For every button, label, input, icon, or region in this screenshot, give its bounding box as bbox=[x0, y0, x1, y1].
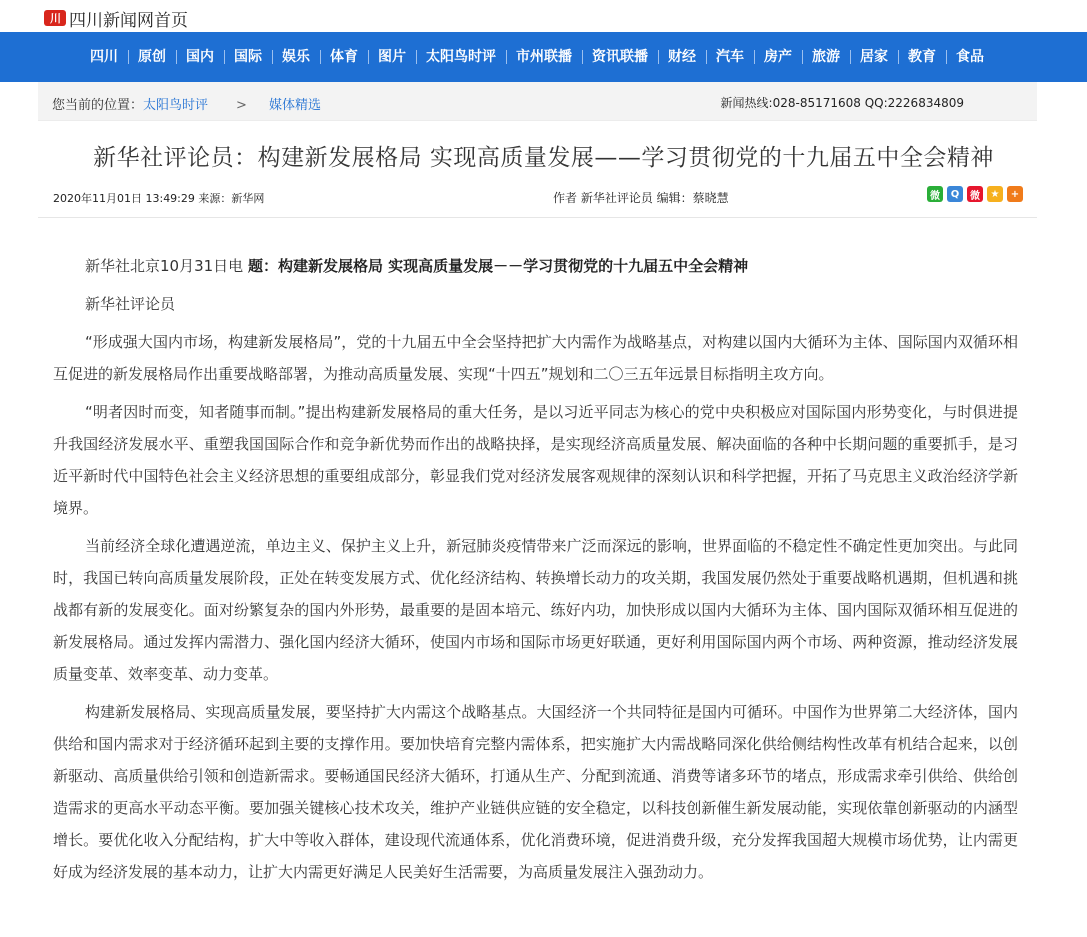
nav-item-7[interactable]: 太阳鸟时评 bbox=[416, 32, 506, 82]
nav-item-2[interactable]: 国内 bbox=[176, 32, 224, 82]
article-byline: 新华社评论员 bbox=[85, 295, 176, 313]
article-paragraph: 当前经济全球化遭遇逆流，单边主义、保护主义上升，新冠肺炎疫情带来广泛而深远的影响，世界面临的不稳定性不确定性更加突出。与此同时，我国已转向高质量发展阶段，正处在转变发展方式、优化经济结构、转换增长动力的攻关期，我国发展仍然处于重要战略机遇期，但机遇和挑战都有新的发展变化。面对纷繁复杂的国内外形势，最重要的是固本培元、练好内功，加快形成以国内大循环为主体、国内国际双循环相互促进的新发展格局。通过发挥内需潜力、强化国内经济大循环，使国内市场和国际市场更好联通，更好利用国际国内两个市场、两种资源，推动经济发展质量变革、效率变革、动力变革。 bbox=[53, 537, 1018, 683]
article-paragraph: 构建新发展格局、实现高质量发展，要坚持扩大内需这个战略基点。大国经济一个共同特征是国内可循环。中国作为世界第二大经济体，国内供给和国内需求对于经济循环起到主要的支撑作用。要加快培育完整内需体系，把实施扩大内需战略同深化供给侧结构性改革有机结合起来，以创新驱动、高质量供给引领和创造新需求。要畅通国民经济大循环，打通从生产、分配到流通、消费等诸多环节的堵点，形成需求牵引供给、供给创造需求的更高水平动态平衡。要加强关键核心技术攻关，维护产业链供应链的安全稳定，以科技创新催生新发展动能，实现依靠创新驱动的内涵型增长。要优化收入分配结构，扩大中等收入群体，建设现代流通体系，优化消费环境，促进消费升级，充分发挥我国超大规模市场优势，让内需更好成为经济发展的基本动力，让扩大内需更好满足人民美好生活需要，为高质量发展注入强劲动力。 bbox=[53, 703, 1018, 881]
nav-item-15[interactable]: 教育 bbox=[898, 32, 946, 82]
nav-item-6[interactable]: 图片 bbox=[368, 32, 416, 82]
article-paragraph: “明者因时而变，知者随事而制。”提出构建新发展格局的重大任务，是以习近平同志为核心的党中央积极应对国际国内形势变化，与时俱进提升我国经济发展水平、重塑我国国际合作和竞争新优势而作出的战略抉择，是实现经济高质量发展、解决面临的各种中长期问题的重要抓手，是习近平新时代中国特色社会主义经济思想的重要组成部分，彰显我们党对经济发展客观规律的深刻认识和科学把握，开拓了马克思主义政治经济学新境界。 bbox=[53, 403, 1018, 517]
more-share-icon[interactable]: + bbox=[1007, 186, 1023, 202]
article-body bbox=[53, 250, 1018, 894]
nav-item-0[interactable]: 四川 bbox=[90, 49, 118, 65]
breadcrumb-bar bbox=[38, 82, 1037, 121]
qzone-icon[interactable]: ★ bbox=[987, 186, 1003, 202]
weibo-icon[interactable]: 微 bbox=[967, 186, 983, 202]
breadcrumb-link-commentary[interactable]: 太阳鸟时评 bbox=[143, 98, 209, 113]
breadcrumb-separator: > bbox=[236, 98, 247, 113]
breadcrumb-link-media[interactable]: 媒体精选 bbox=[268, 98, 321, 113]
article-meta-author-editor: 作者 新华社评论员 编辑：蔡晓慧 bbox=[553, 191, 729, 205]
article-meta-date-source: 2020年11月01日 13:49:29 来源：新华网 bbox=[53, 192, 265, 205]
site-home-link[interactable] bbox=[44, 8, 188, 31]
article-lead bbox=[53, 250, 1018, 282]
article-title: 新华社评论员：构建新发展格局 实现高质量发展——学习贯彻党的十九届五中全会精神 bbox=[93, 145, 994, 171]
nav-item-1[interactable]: 原创 bbox=[128, 32, 176, 82]
top-bar bbox=[0, 0, 1087, 32]
wechat-icon[interactable]: 微 bbox=[927, 186, 943, 202]
nav-item-9[interactable]: 资讯联播 bbox=[582, 32, 658, 82]
main-nav bbox=[0, 32, 1087, 82]
nav-item-14[interactable]: 居家 bbox=[850, 32, 898, 82]
lead-prefix: 新华社北京10月31日电 bbox=[85, 257, 248, 275]
site-home-text: 四川新闻网首页 bbox=[69, 10, 188, 31]
nav-item-11[interactable]: 汽车 bbox=[706, 32, 754, 82]
nav-item-12[interactable]: 房产 bbox=[754, 32, 802, 82]
nav-item-3[interactable]: 国际 bbox=[224, 32, 272, 82]
site-logo-icon: 川 bbox=[44, 10, 66, 26]
header-divider bbox=[38, 217, 1037, 218]
nav-item-16[interactable]: 食品 bbox=[946, 32, 994, 82]
nav-item-4[interactable]: 娱乐 bbox=[272, 32, 320, 82]
nav-item-8[interactable]: 市州联播 bbox=[506, 32, 582, 82]
share-toolbar bbox=[927, 186, 1023, 202]
article-paragraph: “形成强大国内市场，构建新发展格局”，党的十九届五中全会坚持把扩大内需作为战略基点，对构建以国内大循环为主体、国际国内双循环相互促进的新发展格局作出重要战略部署，为推动高质量发展、实现“十四五”规划和二〇三五年远景目标指明主攻方向。 bbox=[53, 333, 1018, 383]
nav-item-10[interactable]: 财经 bbox=[658, 32, 706, 82]
news-hotline: 新闻热线:028-85171608 QQ:2226834809 bbox=[720, 96, 964, 110]
qq-icon[interactable]: Q bbox=[947, 186, 963, 202]
breadcrumb-prefix: 您当前的位置： bbox=[52, 98, 144, 113]
lead-title: 题：构建新发展格局 实现高质量发展－－学习贯彻党的十九届五中全会精神 bbox=[247, 257, 749, 275]
nav-item-13[interactable]: 旅游 bbox=[802, 32, 850, 82]
nav-item-5[interactable]: 体育 bbox=[320, 32, 368, 82]
nav-items bbox=[80, 32, 994, 82]
breadcrumb bbox=[52, 94, 321, 113]
